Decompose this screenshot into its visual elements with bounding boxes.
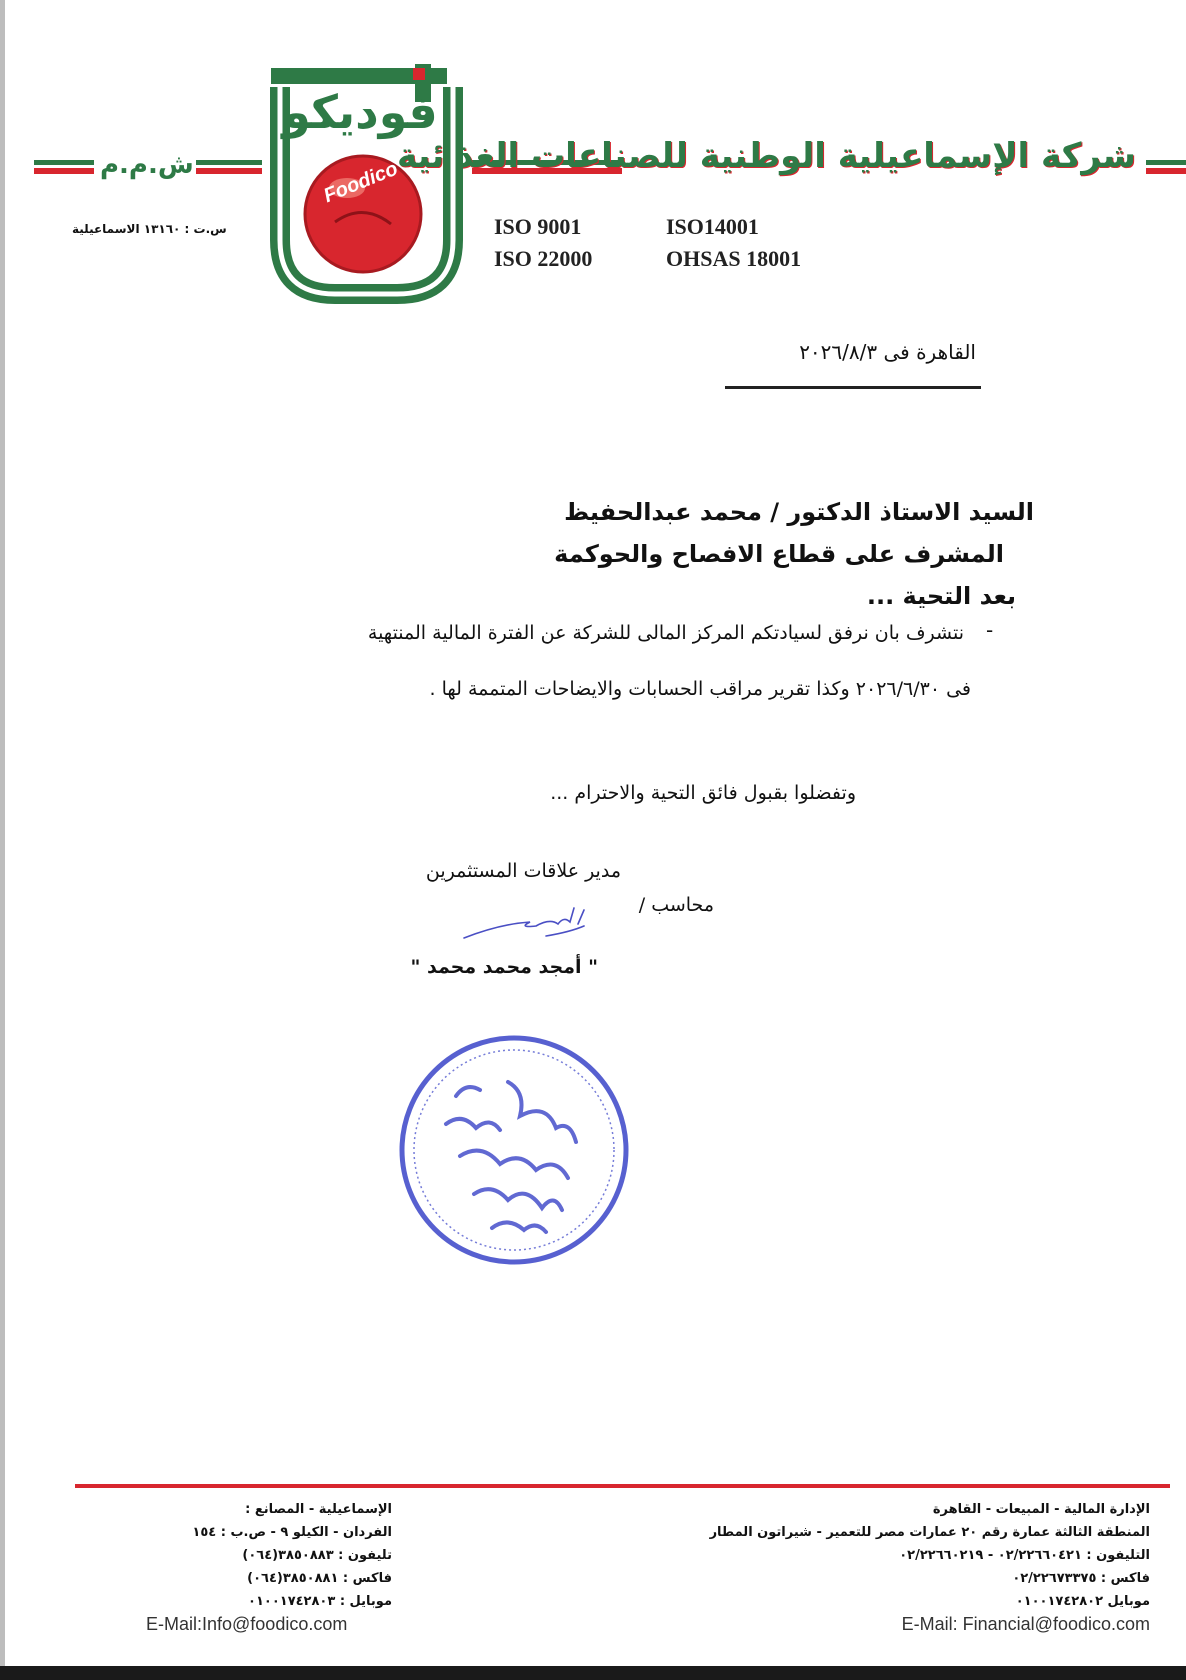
letter-date: القاهرة فى ٢٠٢٦/٨/٣: [799, 340, 976, 364]
scan-edge-bottom: [0, 1666, 1186, 1680]
scan-edge-left: [0, 0, 5, 1680]
footer-factory-email[interactable]: E-Mail:Info@foodico.com: [146, 1614, 348, 1634]
cert-iso-14001: ISO14001: [666, 214, 759, 239]
greeting: بعد التحية ...: [866, 582, 1016, 610]
body-paragraph-1: نتشرف بان نرفق لسيادتكم المركز المالى للشركة عن الفترة المالية المنتهية: [367, 622, 964, 644]
date-underline: [725, 386, 981, 389]
header-stripe-left-2: [196, 160, 262, 176]
company-stamp: [396, 1032, 632, 1272]
logo-brand-text: Foodico: [320, 157, 401, 208]
recipient-line: السيد الاستاذ الدكتور / محمد عبدالحفيظ: [564, 498, 1034, 526]
body-paragraph-2: فى ٢٠٢٦/٦/٣٠ وكذا تقرير مراقب الحسابات والايضاحات المتممة لها .: [429, 678, 971, 700]
footer-cairo-address: المنطقة الثالثة عمارة رقم ٢٠ عمارات مصر للتعمير - شيراتون المطار: [709, 1525, 1150, 1540]
cert-ohsas-18001: OHSAS 18001: [666, 246, 802, 271]
footer-cairo-phone: التليفون : ٠٢/٢٢٦٦٠٤٢١ - ٠٢/٢٢٦٦٠٢١٩: [899, 1548, 1150, 1563]
legal-form: ش.م.م: [100, 150, 194, 180]
footer-factory-heading: الإسماعيلية - المصانع :: [245, 1502, 392, 1517]
footer-factory-phone: تليفون : ٣٨٥٠٨٨٣(٠٦٤): [242, 1548, 392, 1563]
bullet-dash: -: [986, 618, 994, 642]
footer-factory-fax: فاكس : ٣٨٥٠٨٨١(٠٦٤): [247, 1571, 392, 1586]
closing-line: وتفضلوا بقبول فائق التحية والاحترام ...: [550, 782, 856, 804]
footer-divider: [75, 1484, 1170, 1488]
handwritten-signature: [460, 898, 610, 952]
footer-factory-address: الفردان - الكيلو ٩ - ص.ب : ١٥٤: [192, 1525, 392, 1540]
header-stripe-right: [1146, 160, 1186, 176]
signatory-role: محاسب /: [638, 894, 714, 916]
header-stripe-left: [34, 160, 94, 176]
foodico-logo: [265, 62, 465, 311]
commercial-register: س.ت : ١٣١٦٠ الاسماعيلية: [72, 222, 227, 236]
signatory-title: مدير علاقات المستثمرين: [425, 860, 621, 882]
footer-cairo-fax: فاكس : ٠٢/٢٢٦٧٣٣٧٥: [1012, 1571, 1150, 1586]
footer-cairo-heading: الإدارة المالية - المبيعات - القاهرة: [932, 1502, 1150, 1517]
footer-factory-mobile: موبايل : ٠١٠٠١٧٤٢٨٠٣: [248, 1594, 392, 1609]
cert-iso-22000: ISO 22000: [494, 246, 593, 271]
company-name: شركة الإسماعيلية الوطنية للصناعات الغذائية: [396, 136, 1136, 176]
logo-arabic-wordmark: فوديكو: [282, 85, 438, 139]
signatory-name: " أمجد محمد محمد ": [410, 956, 598, 978]
footer-cairo-email[interactable]: E-Mail: Financial@foodico.com: [901, 1614, 1150, 1634]
cert-iso-9001: ISO 9001: [494, 214, 582, 239]
footer-cairo-mobile: موبايل ٠١٠٠١٧٤٢٨٠٢: [1015, 1594, 1150, 1609]
recipient-title: المشرف على قطاع الافصاح والحوكمة: [554, 540, 1004, 568]
